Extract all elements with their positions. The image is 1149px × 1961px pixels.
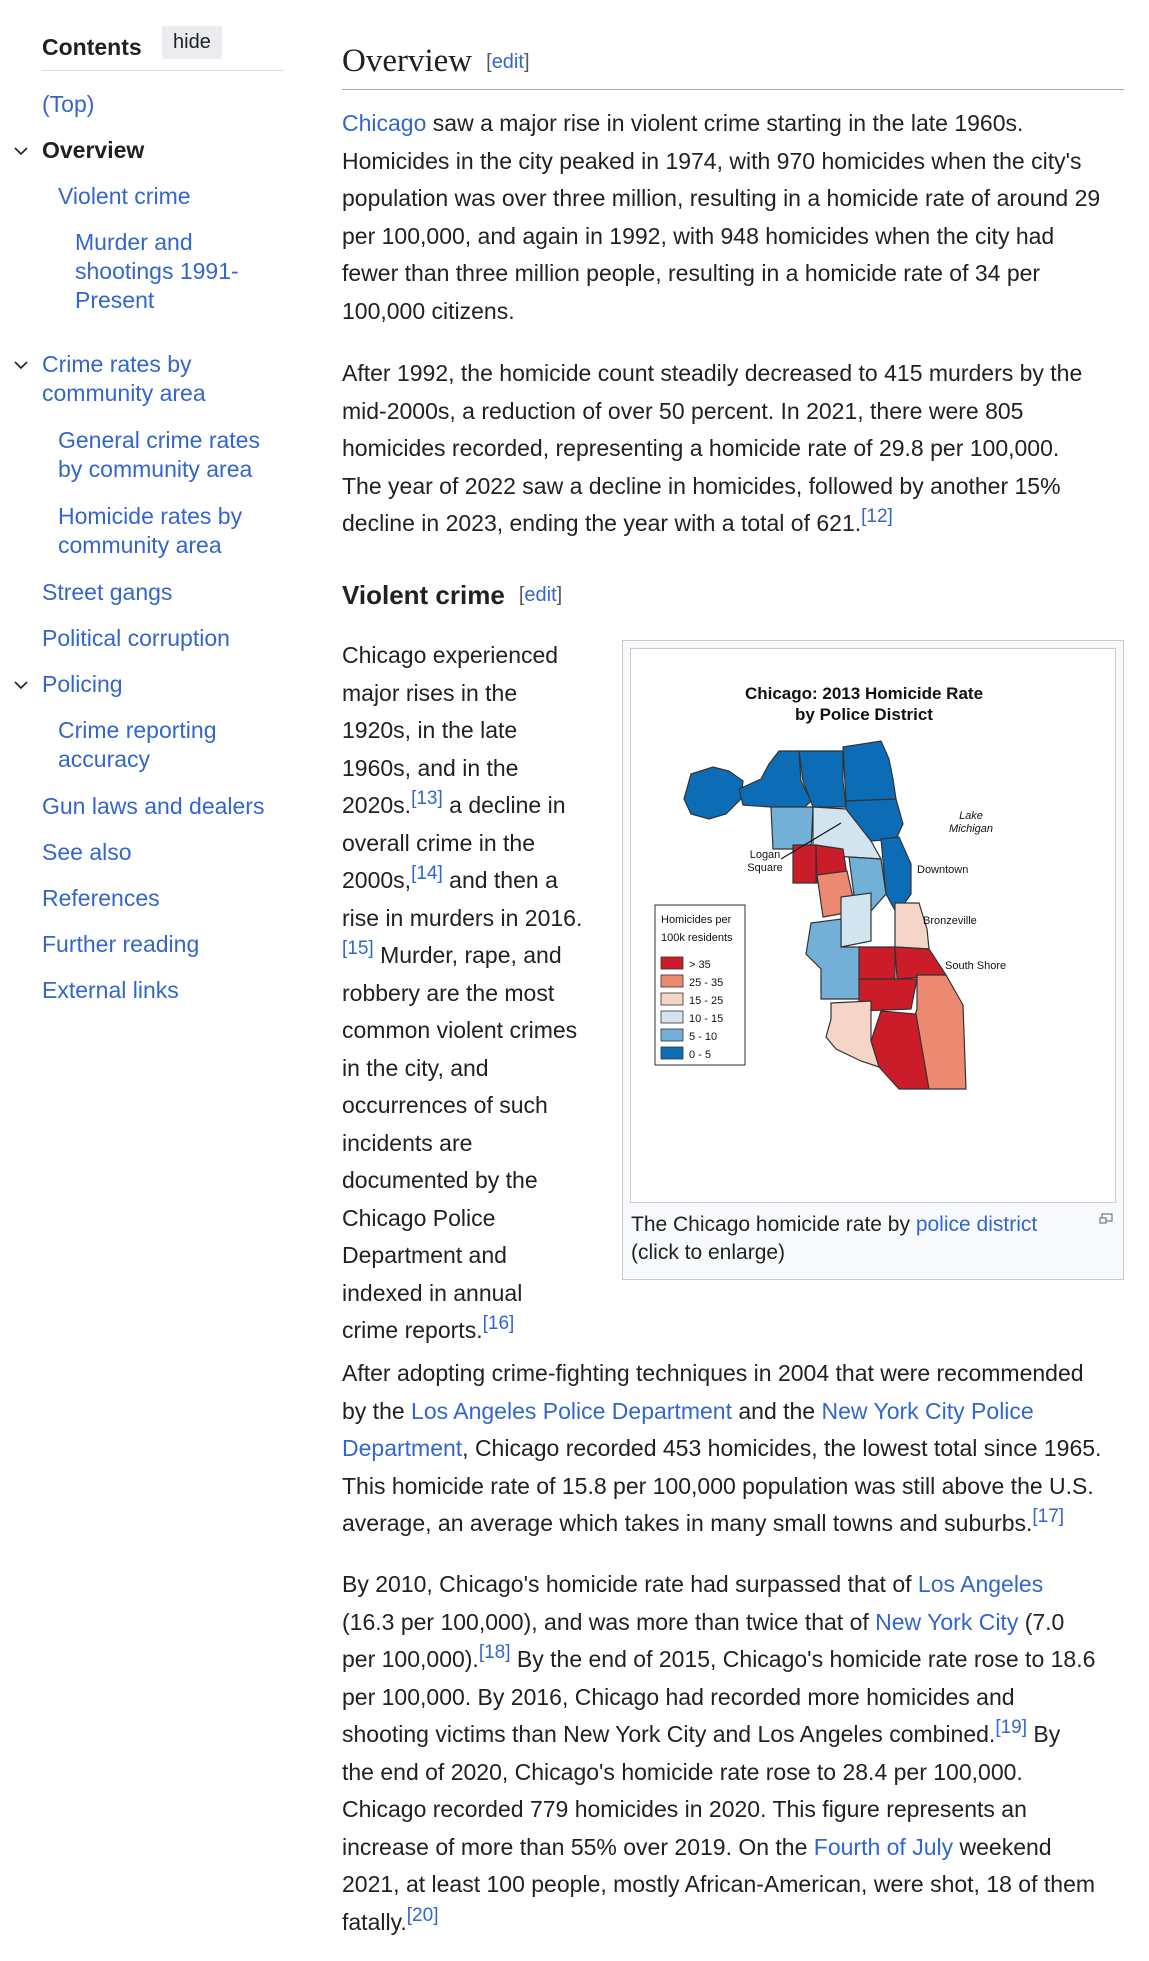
logan-label-1: Logan [749, 849, 781, 861]
homicide-map [631, 649, 1115, 1202]
text: , Chicago recorded 453 homicides, the lowest total since 1965. [462, 1435, 1102, 1461]
link-nypd[interactable]: New York City Police [821, 1397, 1034, 1424]
toc-item-see-also[interactable]: See also [42, 839, 132, 865]
enlarge-icon[interactable] [1099, 1213, 1113, 1225]
text: After adopting crime-fighting techniques in 2004 that were recommended [342, 1360, 1084, 1386]
text: per 100,000. By 2016, Chicago had recorded more homicides and [342, 1683, 1015, 1710]
toc-title: Contents [42, 34, 142, 60]
text: 2021, at least 100 people, mostly African-American, were shot, 18 of them [342, 1871, 1096, 1897]
text: By 2010, Chicago's homicide rate had surpassed that of [342, 1571, 918, 1597]
legend-title-1: Homicides per [661, 914, 732, 926]
text: increase of more than 55% over 2019. On the [342, 1833, 814, 1860]
legend-label: > 35 [689, 959, 711, 971]
text: Murder, rape, and [373, 942, 562, 968]
legend-swatch [661, 975, 683, 987]
legend-swatch [661, 993, 683, 1005]
toc-item-policing[interactable]: Policing [42, 671, 123, 697]
text: common violent crimes [342, 1017, 578, 1043]
logan-label-2: Square [747, 862, 783, 874]
toc-item-gun-laws[interactable]: Gun laws and dealers [42, 793, 265, 819]
text: fatally. [342, 1908, 407, 1935]
citation-link[interactable]: [12] [861, 506, 893, 527]
toc-item-external-links[interactable]: External links [42, 977, 179, 1003]
paragraph [342, 637, 602, 1350]
citation-link[interactable]: [13] [411, 788, 443, 809]
paragraph [342, 1355, 1124, 1543]
toc-item-references[interactable]: References [42, 885, 160, 911]
text: (7.0 [1018, 1608, 1065, 1635]
text: (16.3 per 100,000), and was more than twice that of [342, 1608, 876, 1635]
toc-item-top[interactable]: (Top) [42, 91, 95, 117]
text: 100,000 citizens. [342, 297, 515, 324]
toc-item-crime-reporting[interactable]: Crime reporting accuracy [58, 717, 217, 772]
lake-label-2: Michigan [948, 823, 994, 835]
map-figure [622, 640, 1124, 1280]
text: The year of 2022 saw a decline in homicides, followed by another 15% [342, 472, 1061, 499]
map-image[interactable] [630, 648, 1116, 1203]
text: documented by the [342, 1167, 538, 1193]
text: saw a major rise in violent crime starting in the late 1960s. [426, 110, 1024, 136]
text: homicides recorded, representing a homicide rate of 29.8 per 100,000. [342, 435, 1060, 461]
link-los-angeles[interactable]: Los Angeles [917, 1571, 1044, 1597]
map-title: Chicago: 2013 Homicide Rate [744, 684, 984, 703]
text: decline in 2023, ending the year with a total of 621. [342, 510, 862, 536]
chevron-down-icon[interactable] [14, 358, 28, 372]
text: per 100,000, and again in 1992, with 948 homicides when the city had [342, 222, 1055, 249]
legend-label: 0 - 5 [689, 1049, 712, 1061]
toc-item-political-corruption[interactable]: Political corruption [42, 625, 230, 651]
chevron-down-icon[interactable] [14, 678, 28, 692]
text: 2020s. [342, 792, 412, 818]
section-heading-violent-crime [342, 578, 562, 612]
toc-item-street-gangs[interactable]: Street gangs [42, 579, 173, 605]
text: This homicide rate of 15.8 per 100,000 population was still above the U.S. [342, 1472, 1094, 1499]
bronzeville-label: Bronzeville [923, 915, 977, 927]
text: major rises in the [342, 679, 518, 706]
text: overall crime in the [342, 829, 536, 856]
section-title: Overview [342, 43, 473, 79]
link-police-district[interactable]: police district [915, 1213, 1038, 1236]
text: shooting victims than New York City and Los Angeles combined. [342, 1721, 996, 1747]
text: By the end of 2015, Chicago's homicide rate rose to 18.6 [510, 1646, 1096, 1672]
south-shore-label: South Shore [945, 960, 1007, 972]
toc-item-murder-shootings[interactable]: Murder and shootings 1991-Present [75, 229, 239, 313]
citation-link[interactable]: [15] [342, 938, 374, 959]
toc-item-overview[interactable]: Overview [42, 137, 145, 163]
figure-caption [631, 1211, 1071, 1267]
lake-label-1: Lake [959, 810, 983, 822]
toc-item-violent-crime[interactable]: Violent crime [58, 183, 191, 209]
link-lapd[interactable]: Los Angeles Police Department [411, 1397, 732, 1424]
legend-label: 5 - 10 [689, 1031, 718, 1043]
edit-section: [edit] [486, 51, 530, 73]
chevron-down-icon[interactable] [14, 144, 28, 158]
text: and the [731, 1397, 822, 1424]
citation-link[interactable]: [14] [411, 863, 443, 884]
text: weekend [953, 1833, 1052, 1860]
legend-swatch [661, 1047, 683, 1059]
map-legend [655, 905, 745, 1065]
citation-link[interactable]: [19] [995, 1717, 1028, 1738]
text: fewer than three million people, resulting in a homicide rate of 34 per [342, 260, 1041, 286]
toc-item-crime-rates[interactable]: Crime rates by community area [42, 351, 206, 406]
text: and then a [442, 867, 558, 893]
text: average, an average which takes in many small towns and suburbs. [342, 1510, 1033, 1536]
downtown-label: Downtown [917, 864, 969, 876]
text: incidents are [342, 1129, 473, 1156]
text: 2000s, [342, 867, 412, 893]
citation-link[interactable]: [16] [482, 1313, 515, 1334]
legend-label: 15 - 25 [689, 995, 724, 1007]
text: in the city, and [342, 1054, 489, 1081]
text: Chicago experienced [342, 642, 559, 668]
citation-link[interactable]: [18] [478, 1642, 511, 1663]
edit-link[interactable]: edit [524, 584, 557, 606]
legend-swatch [661, 957, 683, 969]
paragraph [342, 355, 1124, 543]
text: the end of 2020, Chicago's homicide rate rose to 28.4 per 100,000. [342, 1758, 1023, 1785]
text: The Chicago homicide rate by [631, 1213, 916, 1236]
map-subtitle: by Police District [795, 705, 933, 724]
citation-link[interactable]: [17] [1032, 1506, 1065, 1527]
toc-item-further-reading[interactable]: Further reading [42, 931, 200, 957]
legend-swatch [661, 1011, 683, 1023]
text: robbery are the most [342, 979, 555, 1006]
paragraph [342, 1566, 1124, 1941]
legend-label: 25 - 35 [689, 977, 724, 989]
text: a decline in [442, 792, 566, 818]
link-fourth-of-july[interactable]: Fourth of July [813, 1833, 954, 1860]
text: Chicago Police [342, 1204, 496, 1231]
table-of-contents [0, 20, 300, 1003]
section-heading-overview [342, 40, 1124, 90]
text: Chicago recorded 779 homicides in 2020. This figure represents an [342, 1796, 1027, 1822]
text: (click to enlarge) [631, 1241, 786, 1264]
toc-item-general-crime-rates[interactable]: General crime rates by community area [58, 427, 260, 482]
toc-hide-button[interactable]: hide [162, 26, 222, 59]
text: After 1992, the homicide count steadily decreased to 415 murders by the [342, 360, 1083, 386]
legend-title-2: 100k residents [661, 932, 733, 944]
legend-label: 10 - 15 [689, 1013, 724, 1025]
text: By [1027, 1721, 1061, 1747]
paragraph [342, 105, 1124, 330]
text: population was over three million, resulting in a homicide rate of around 29 [342, 185, 1101, 211]
text: occurrences of such [342, 1092, 548, 1118]
section-title: Violent crime [342, 580, 505, 610]
legend-swatch [661, 1029, 683, 1041]
text: per 100,000). [342, 1646, 479, 1672]
link-nypd-cont[interactable]: Department [342, 1435, 463, 1461]
text: by the [342, 1397, 412, 1424]
edit-link[interactable]: edit [491, 51, 524, 73]
citation-link[interactable]: [20] [406, 1904, 439, 1926]
text: crime reports. [342, 1317, 483, 1343]
toc-item-homicide-rates[interactable]: Homicide rates by community area [58, 503, 243, 558]
text: 1960s, and in the [342, 754, 519, 781]
text: indexed in annual [342, 1279, 523, 1306]
text: Department and [342, 1242, 507, 1268]
link-chicago[interactable]: Chicago [342, 110, 427, 136]
text: 1920s, in the late [342, 717, 518, 743]
link-new-york-city[interactable]: New York City [875, 1608, 1019, 1635]
text: rise in murders in 2016. [342, 904, 583, 931]
text: mid-2000s, a reduction of over 50 percent. In 2021, there were 805 [342, 397, 1024, 424]
toc-header [42, 20, 284, 71]
edit-section: [edit] [518, 584, 563, 606]
text: Homicides in the city peaked in 1974, with 970 homicides when the city's [342, 147, 1082, 174]
